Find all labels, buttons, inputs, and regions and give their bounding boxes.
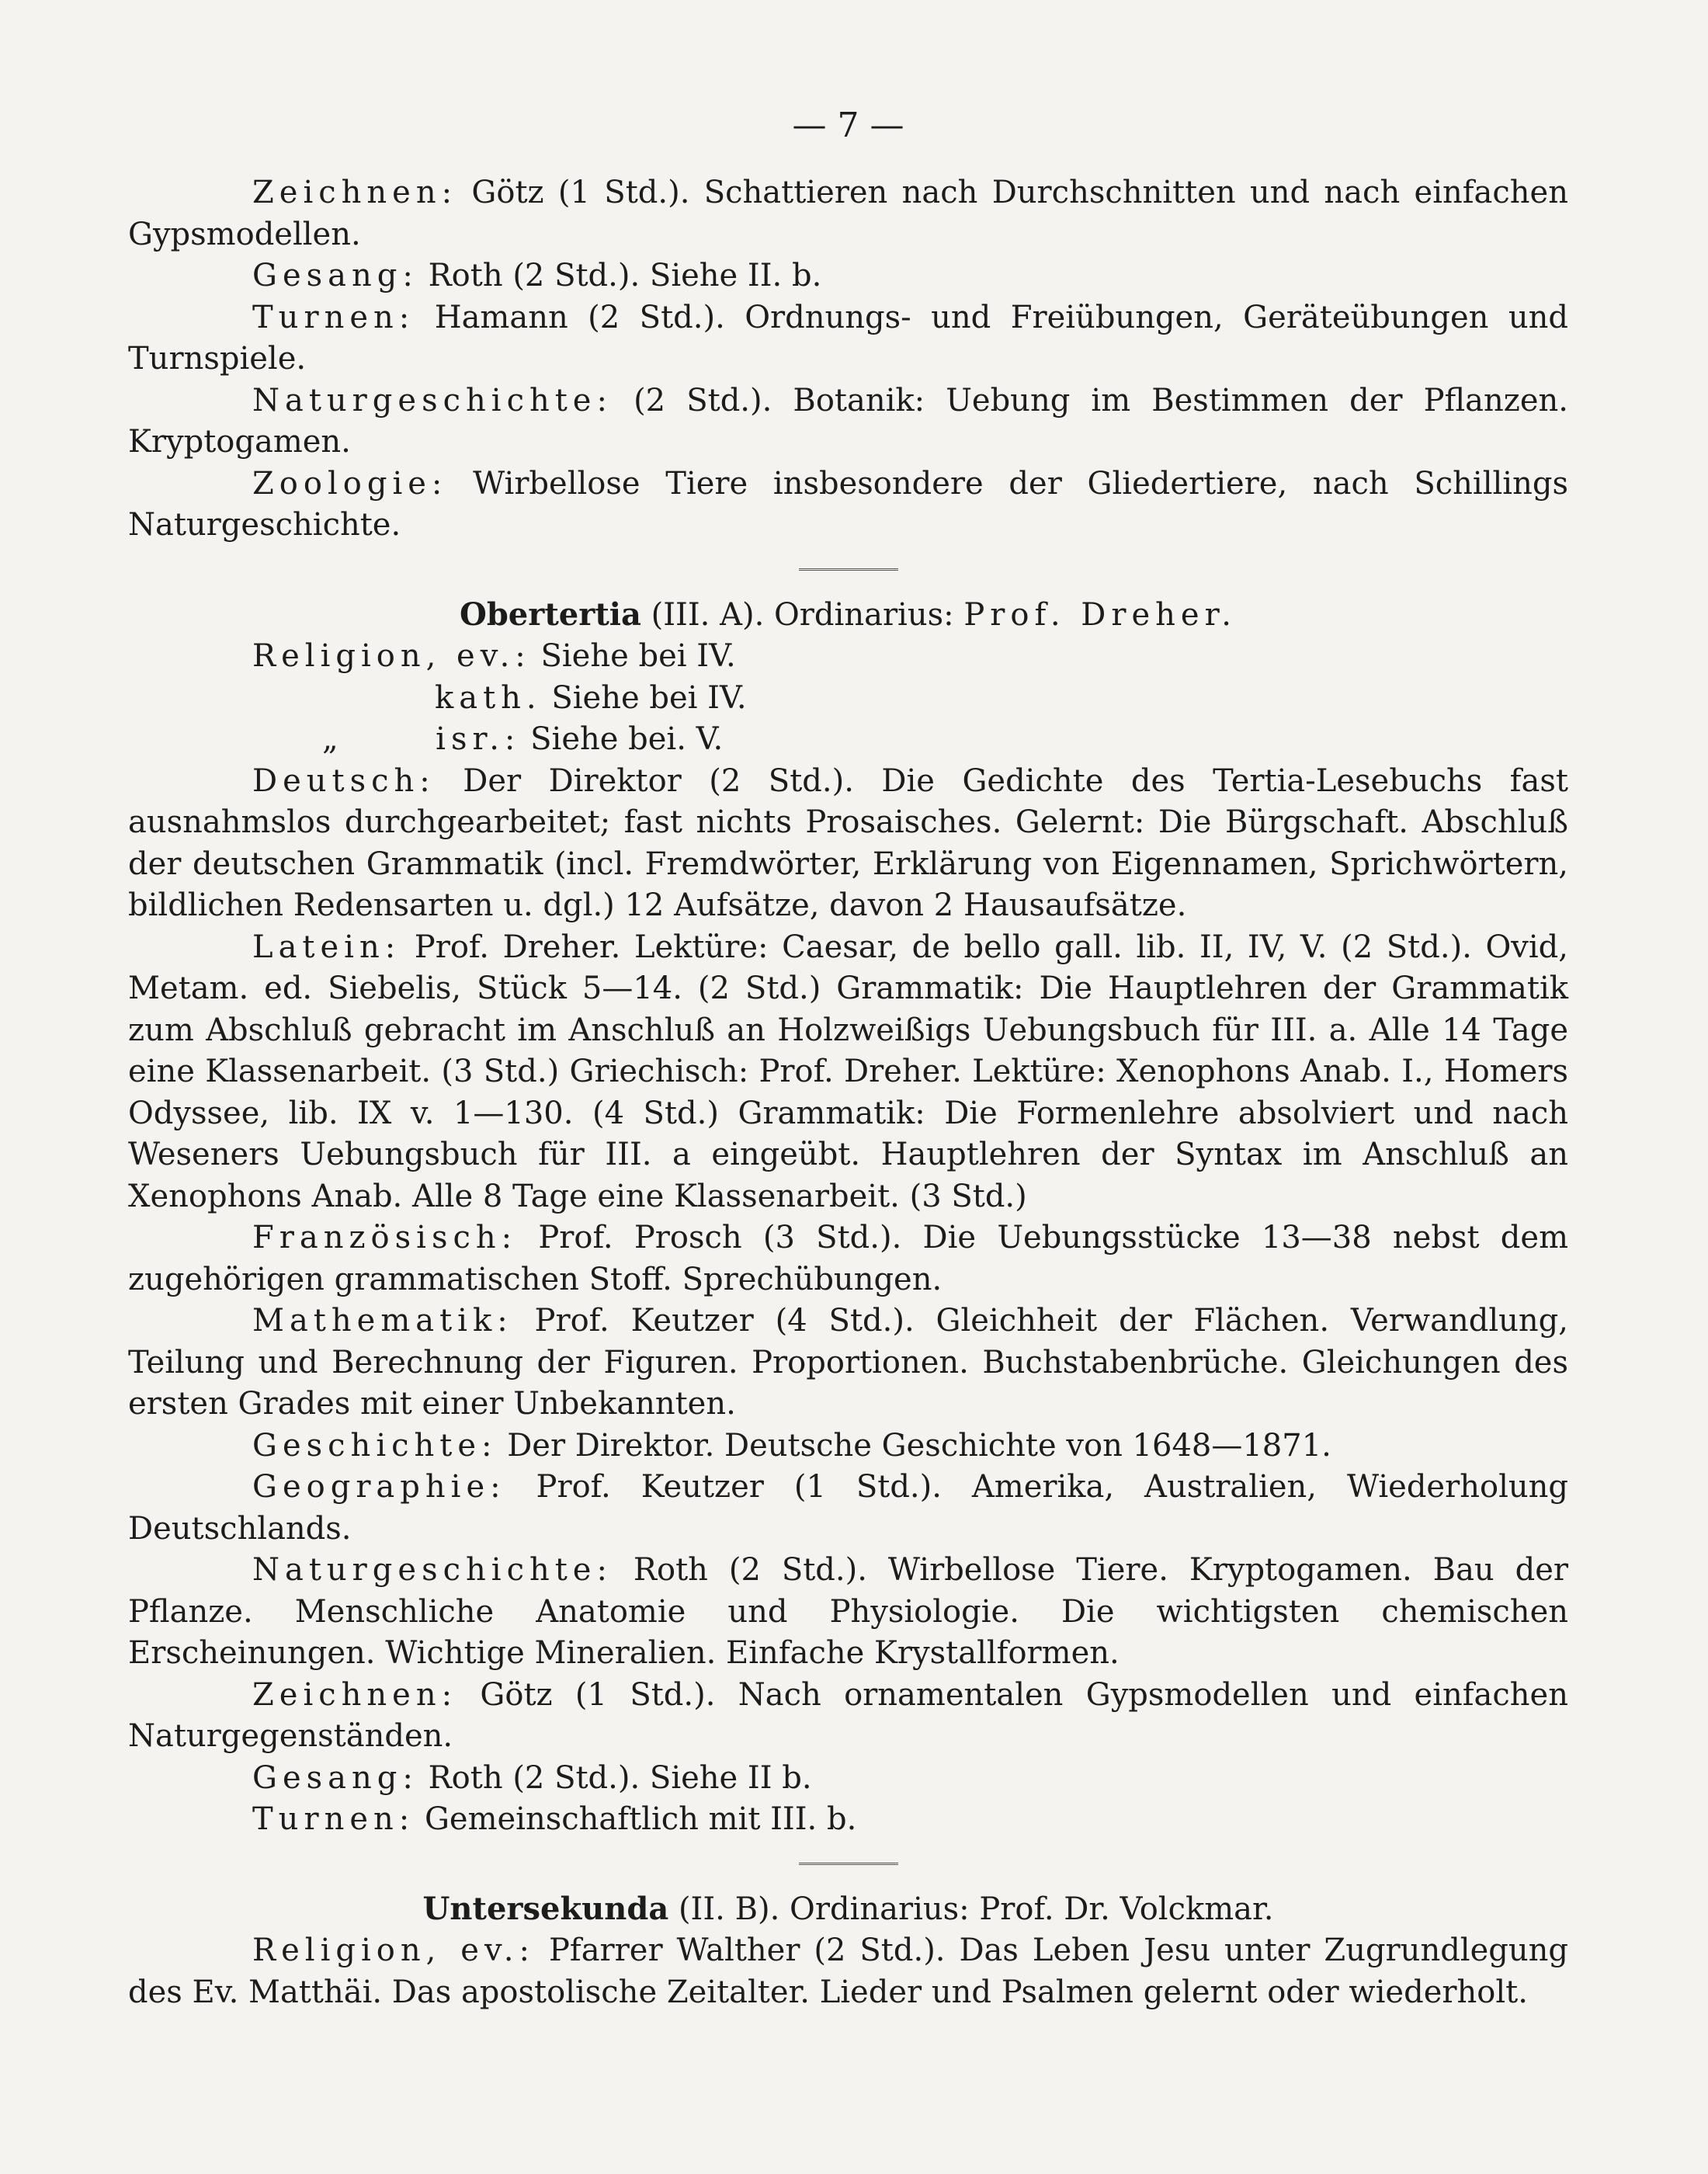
subject-text: Der Direktor. Deutsche Geschichte von 1648—1871. bbox=[507, 1427, 1331, 1464]
subject-label: Französisch: bbox=[252, 1220, 518, 1255]
entry-turnen-1 bbox=[128, 297, 1568, 380]
subject-label: Religion, ev.: bbox=[252, 638, 531, 674]
subject-label: Mathematik: bbox=[252, 1303, 513, 1339]
ordinarius-label: Ordinarius: bbox=[790, 1891, 970, 1927]
entry-naturgeschichte bbox=[128, 1550, 1568, 1675]
class-code: (III. A). bbox=[651, 596, 765, 633]
subject-label: Gesang: bbox=[252, 258, 418, 293]
entry-turnen bbox=[128, 1799, 1568, 1841]
subject-text: Roth (2 Std.). Wirbellose Tiere. Kryptogamen. Bau der Pflanze. Menschliche Anatomie und Physiologie. Die wichtigsten chemischen Erscheinungen. Wichtige Mineralien. Einfache Krystallformen. bbox=[128, 1552, 1568, 1671]
subject-label: Geographie: bbox=[252, 1469, 506, 1505]
subject-text: Gemeinschaftlich mit III. b. bbox=[424, 1801, 857, 1837]
subject-text: Prof. Keutzer (4 Std.). Gleichheit der Flächen. Verwandlung, Teilung und Berechnung der Figuren. Proportionen. Buchstabenbrüche. Gleichungen des ersten Grades mit einer Unbekannten. bbox=[128, 1303, 1568, 1422]
subject-text: Siehe bei IV. bbox=[540, 638, 736, 674]
subject-text: Wirbellose Tiere insbesondere der Gliedertiere, nach Schillings Naturgeschichte. bbox=[128, 465, 1568, 543]
section-heading-obertertia bbox=[128, 594, 1568, 637]
entry-latein-griechisch bbox=[128, 927, 1568, 1218]
entry-religion-ev bbox=[128, 636, 1568, 678]
subject-label: Religion, ev.: bbox=[252, 1933, 536, 1968]
entry-franzoesisch bbox=[128, 1217, 1568, 1301]
subject-label: Deutsch: bbox=[252, 762, 436, 799]
subject-text: Pfarrer Walther (2 Std.). Das Leben Jesu unter Zugrundlegung des Ev. Matthäi. Das apostolische Zeitalter. Lieder und Psalmen gelernt oder wiederholt. bbox=[128, 1933, 1569, 2010]
entry-zoologie-1 bbox=[128, 464, 1568, 547]
subject-label: Zoologie: bbox=[252, 465, 448, 502]
subject-text: Der Direktor (2 Std.). Die Gedichte des Tertia-Lesebuchs fast ausnahmslos durchgearbeitet; fast nichts Prosaisches. Gelernt: Die Bürgschaft. Abschluß der deutschen Grammatik (incl. Fremdwörter, Erklärung von Eigennamen, Sprichwörtern, bildlichen Redensarten u. dgl.) 12 Aufsätze, davon 2 Hausaufsätze. bbox=[128, 762, 1569, 923]
ordinarius-name: Prof. Dreher. bbox=[963, 596, 1238, 633]
subject-label: kath. bbox=[435, 679, 542, 716]
subject-label: Zeichnen: bbox=[252, 175, 458, 210]
subject-text: Hamann (2 Std.). Ordnungs- und Freiübungen, Geräteübungen und Turnspiele. bbox=[128, 299, 1568, 377]
ordinarius-label: Ordinarius: bbox=[774, 596, 954, 633]
subject-text: Götz (1 Std.). Nach ornamentalen Gypsmodellen und einfachen Naturgegenständen. bbox=[128, 1676, 1568, 1754]
entry-geographie bbox=[128, 1467, 1568, 1550]
entry-religion-ev-ii bbox=[128, 1930, 1568, 2013]
subject-label: Turnen: bbox=[252, 1801, 415, 1837]
subject-text: Siehe bei. V. bbox=[530, 721, 724, 757]
subject-text: (2 Std.). Botanik: Uebung im Bestimmen der Pflanzen. Kryptogamen. bbox=[128, 382, 1569, 460]
section-divider bbox=[799, 561, 898, 571]
class-code: (II. B). bbox=[678, 1891, 780, 1927]
entry-gesang-1 bbox=[128, 255, 1568, 297]
subject-label: Gesang: bbox=[252, 1759, 418, 1796]
class-title: Untersekunda bbox=[422, 1890, 669, 1927]
subject-text: Roth (2 Std.). Siehe II b. bbox=[428, 1759, 812, 1796]
ditto-mark: „ bbox=[322, 721, 338, 757]
subject-label: Zeichnen: bbox=[252, 1676, 458, 1713]
entry-geschichte bbox=[128, 1426, 1568, 1467]
subject-text: Prof. Prosch (3 Std.). Die Uebungsstücke 13—38 nebst dem zugehörigen grammatischen Stoff. Sprechübungen. bbox=[128, 1220, 1568, 1297]
entry-gesang bbox=[128, 1758, 1568, 1800]
subject-label: Geschichte: bbox=[252, 1427, 498, 1464]
subject-text: Siehe bei IV. bbox=[551, 679, 747, 716]
entry-religion-kath bbox=[128, 678, 1568, 720]
entry-zeichnen-1 bbox=[128, 172, 1568, 255]
section-divider bbox=[799, 1855, 898, 1865]
page-number: — 7 — bbox=[792, 106, 904, 145]
section-heading-untersekunda bbox=[128, 1888, 1568, 1931]
page-body bbox=[128, 101, 1568, 2013]
entry-zeichnen bbox=[128, 1675, 1568, 1758]
subject-label: Turnen: bbox=[252, 299, 415, 335]
entry-religion-isr bbox=[128, 719, 1568, 761]
entry-mathematik bbox=[128, 1301, 1568, 1426]
subject-label: isr.: bbox=[436, 721, 521, 757]
subject-label: Naturgeschichte: bbox=[252, 1552, 613, 1588]
subject-text: Götz (1 Std.). Schattieren nach Durchschnitten und nach einfachen Gypsmodellen. bbox=[128, 175, 1568, 252]
subject-text: Roth (2 Std.). Siehe II. b. bbox=[428, 258, 822, 293]
entry-deutsch bbox=[128, 761, 1568, 927]
subject-label: Naturgeschichte: bbox=[252, 382, 613, 418]
subject-text: Prof. Keutzer (1 Std.). Amerika, Australien, Wiederholung Deutschlands. bbox=[128, 1469, 1568, 1547]
subject-text: Prof. Dreher. Lektüre: Caesar, de bello gall. lib. II, IV, V. (2 Std.). Ovid, Metam. ed. Siebelis, Stück 5—14. (2 Std.) Grammatik: Die Hauptlehren der Grammatik zum Abschluß gebracht im Anschluß an Holzweißigs Uebungsbuch für III. a. Alle 14 Tage eine Klassenarbeit. (3 Std.) Griechisch: Prof. Dreher. Lektüre: Xenophons Anab. I., Homers Odyssee, lib. IX v. 1—130. (4 Std.) Grammatik: Die Formenlehre absolviert und nach Weseners Uebungsbuch für III. a eingeübt. Hauptlehren der Syntax im Anschluß an Xenophons Anab. Alle 8 Tage eine Klassenarbeit. (3 Std.) bbox=[128, 929, 1569, 1214]
entry-naturgeschichte-1 bbox=[128, 380, 1568, 464]
subject-label: Latein: bbox=[252, 929, 401, 965]
class-title: Obertertia bbox=[459, 596, 641, 633]
ordinarius-name: Prof. Dr. Volckmar. bbox=[979, 1891, 1274, 1927]
